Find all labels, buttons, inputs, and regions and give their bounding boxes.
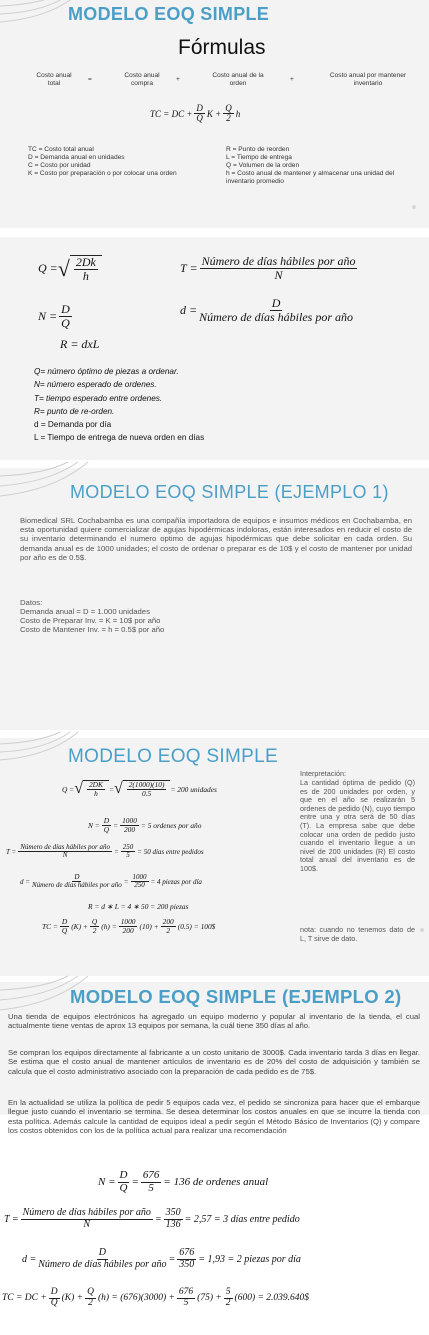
calc-eq-n: N = $\frac{D}{Q}$ = $\frac{676}{5}$ = 136 de ordenes anual (98, 1169, 269, 1194)
legend-item: TC = Costo total anual (28, 146, 94, 153)
legend-right (226, 146, 416, 186)
definition-item: N= número esperado de ordenes. (34, 380, 157, 390)
n-formula: N = $\frac{D}{Q}$ (38, 302, 70, 330)
definition-item: L = Tiempo de entrega de nueva orden en días (34, 433, 205, 443)
legend-item: h = Costo anual de mantener y almacenar una unidad del inventario promedio (226, 170, 395, 185)
term-purchase: Costo anual compra (124, 72, 160, 87)
slide-corner-dot (420, 928, 424, 932)
eq-n: N = $\frac{D}{Q}$ = $\frac{1000}{200}$ = 5 ordenes por año (88, 816, 202, 834)
data-line: Costo de Mantener Inv. = h = 0.5$ por año (20, 625, 165, 635)
data-heading: Datos: (20, 598, 43, 607)
t-formula: T = $\frac{\text{Número de días hábiles por año}}{N}$ (180, 254, 356, 282)
plus-sign: + (290, 76, 294, 83)
slide-solution1 (0, 738, 429, 976)
definition-item: R= punto de re-orden. (34, 406, 115, 416)
calc-eq-t: T = $\frac{\text{Número de días hábiles por año}}{N}$ = $\frac{350}{136}$ = 2,57 = 3 días entre pedido (4, 1207, 300, 1230)
slide-example1 (0, 468, 429, 730)
slide-corner-dot (412, 205, 416, 209)
legend-item: D = Demanda anual en unidades (28, 154, 125, 161)
example2-paragraph: En la actualidad se utiliza la política de pedir 5 equipos cada vez, el pedido se sincroniza para hacer que el embarque llegue justo cuando el inventario se termina. Se desea determinar los costos anuales en que se incurre la tienda con esta política. Además calcule la cantidad de equipos ideal a pedir según el Método Básico de Inventarios (Q) y compare los costos obtenidos con los de la política actual para realizar una recomendación (8, 1098, 420, 1135)
d-formula: d = $\frac{D}{\text{Número de días hábiles por año}}$ (180, 296, 353, 324)
plus-sign: + (176, 76, 180, 83)
calc-eq-tc: TC = DC + $\frac{D}{Q}$ (K) + $\frac{Q}{2}$ (h) = (676)(3000) + $\frac{676}{5}$ (75) + $\frac{5}{2}$ (600) = 2.039.640$ (2, 1287, 310, 1308)
definitions-list (34, 365, 414, 445)
data-lines (20, 607, 320, 635)
interpretation-note: nota: cuando no tenemos dato de L, T sirve de dato. (300, 925, 415, 943)
legend-item: Q = Volumen de la orden (226, 162, 300, 169)
example2-paragraph: Una tienda de equipos electrónicos ha agregado un equipo moderno y popular al inventario de la tienda, el cual actualmente tiene ventas de aprox 13 equipos por semana, la cuál tiene 350 días al año. (8, 1012, 420, 1031)
slide-title: MODELO EOQ SIMPLE (EJEMPLO 1) (70, 482, 389, 502)
r-formula: R = dxL (60, 337, 100, 351)
interpretation-heading: Interpretación: (300, 769, 346, 778)
term-total: Costo anual total (36, 72, 72, 87)
slide-formulas (0, 0, 429, 228)
eq-r: R = d ∗ L = 4 ∗ 50 = 200 piezas (88, 902, 189, 911)
legend-item: K = Costo por preparación o por colocar una orden (28, 170, 177, 177)
legend-left (28, 146, 203, 178)
main-formula: TC = DC + $\frac{D}{Q}$ K + $\frac{Q}{2}$ h (150, 103, 241, 124)
slide-definitions (0, 237, 429, 460)
eq-tc: TC = $\frac{D}{Q}$ (K) + $\frac{Q}{2}$ (h) = $\frac{1000}{200}$ (10) + $\frac{200}{2}$ (0.5) = 100$ (42, 917, 216, 935)
definition-item: Q= número óptimo de piezas a ordenar. (34, 367, 179, 376)
slide-title: MODELO EOQ SIMPLE (EJEMPLO 2) (70, 986, 402, 1007)
slide-title: MODELO EOQ SIMPLE (68, 4, 270, 24)
data-line: Costo de Preparar Inv. = K = 10$ por año (20, 616, 161, 626)
slide-title: MODELO EOQ SIMPLE (68, 746, 278, 767)
term-hold: Costo anual por mantener inventario (329, 72, 407, 87)
eq-d: d = $\frac{D}{\text{Número de días hábiles por año}}$ = $\frac{1000}{250}$ = 4 piezas por día (20, 873, 202, 890)
decorative-arcs-icon (0, 468, 80, 518)
decorative-arcs-icon (0, 738, 70, 778)
definition-item: T= tiempo esperado entre ordenes. (34, 393, 163, 403)
q-formula: Q = √ $\frac{2Dk}{h}$ (38, 255, 102, 282)
decorative-arcs-icon (0, 0, 70, 40)
legend-item: R = Punto de reorden (226, 146, 290, 153)
eq-t: T = $\frac{\text{Número de días hábiles por año}}{N}$ = $\frac{250}{5}$ = 50 días entre pedidos (6, 843, 204, 860)
example2-paragraph: Se compran los equipos directamente al fabricante a un costo unitario de 3000$. Cada inventario tarda 3 días en llegar. Se estima que el costo anual de mantener artículos de inventario es de 20% del costo de adquisición y también se calcula que el costo administrativo asociado con la preparación de cada pedido es de 75$. (8, 1048, 420, 1076)
eq-q: Q = √ $\frac{2DK}{h}$ = √ $\frac{2(1000)(10)}{0.5}$ = 200 unidades (62, 780, 217, 798)
equals-sign: = (88, 76, 92, 83)
term-order: Costo anual de la orden (212, 72, 264, 87)
data-line: Demanda anual = D = 1.000 unidades (20, 607, 150, 616)
calc-eq-d: d = $\frac{D}{\text{Número de días hábiles por año}}$ = $\frac{676}{350}$ = 1,93 = 2 piezas por día (22, 1247, 301, 1270)
legend-item: C = Costo por unidad (28, 162, 91, 169)
example2-calculations (0, 1170, 429, 1335)
example1-paragraph: Biomedical SRL Cochabamba es una compañía importadora de equipos e insumos médicos en Cochabamba, en esta oportunidad quiere comercializar de agujas hipodérmicas indoloras, están interesados en reducir el costo de su inventario determinando el numero optimo de agujas hipodérmicas que debe solicitar en cada orden. Su demanda anual es de 1000 unidades; el costo de ordenar o preparar es de 10$ y el costo de mantener por unidad por año es de 0.5$. (20, 516, 412, 562)
legend-item: L = Tiempo de entrega (226, 154, 292, 161)
slide-example2 (0, 982, 429, 1135)
interpretation-text: La cantidad óptima de pedido (Q) es de 200 unidades por orden, y que en el año se realizarán 5 ordenes de pedido (N), cuyo tiempo entre una y otra será de 50 días (T). La empresa sabe que debe colocar una orden de pedido justo cuando el inventario llegue a un nivel de 200 unidades (R) El costo total anual del inventario es de 100$. (300, 778, 415, 873)
definition-item: d = Demanda por día (34, 420, 112, 430)
formulas-heading: Fórmulas (178, 36, 266, 59)
